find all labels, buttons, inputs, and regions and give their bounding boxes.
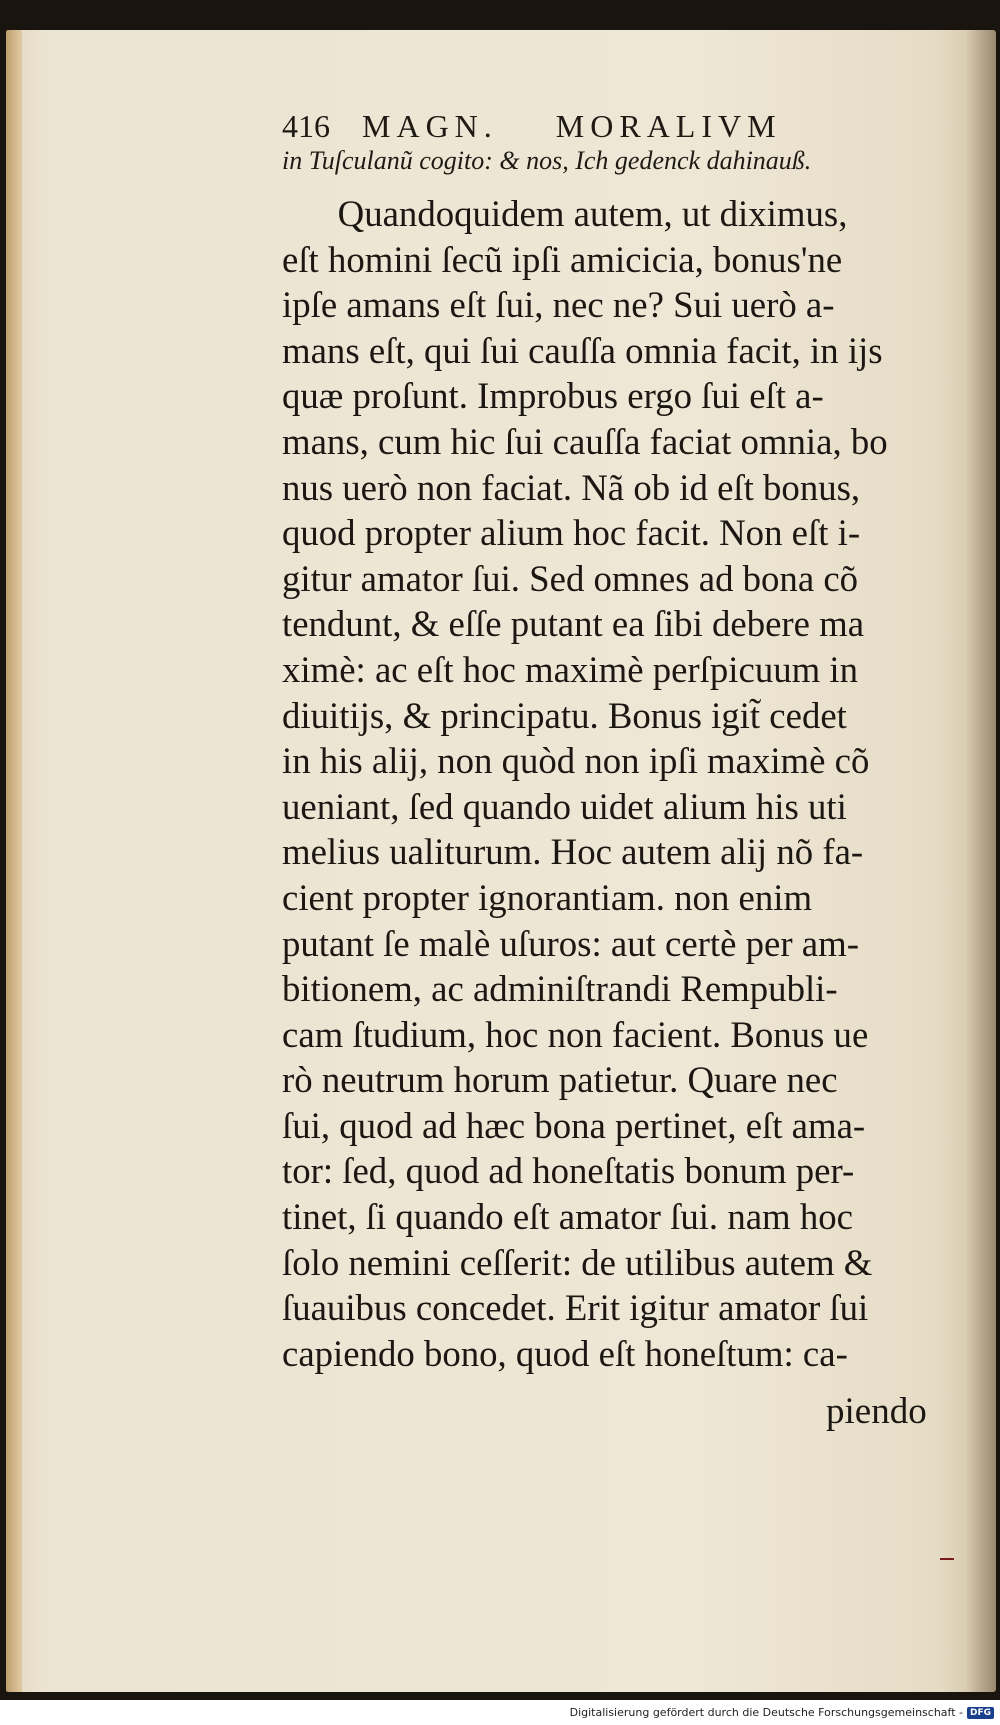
text-line: melius ualiturum. Hoc autem alij nõ fa- — [282, 832, 864, 874]
text-line: ximè: ac eſt hoc maximè perſpicuum in — [282, 649, 859, 691]
text-line: diuitijs, & principatu. Bonus igit̃ cedet — [282, 695, 847, 737]
text-line: capiendo bono, quod eſt honeſtum: ca- — [282, 1333, 848, 1375]
margin-mark — [940, 1558, 954, 1560]
digitization-footer — [570, 1706, 994, 1719]
text-line: gitur amator ſui. Sed omnes ad bona cõ — [282, 558, 859, 600]
text-line: putant ſe malè uſuros: aut certè per am- — [282, 923, 859, 965]
body-text — [282, 192, 962, 1377]
footer-credit-text: Digitalisierung gefördert durch die Deutsche Forschungsgemeinschaft - — [569, 1706, 963, 1719]
text-line: quæ proſunt. Improbus ergo ſui eſt a- — [282, 376, 824, 418]
text-line: mans, cum hic ſui cauſſa faciat omnia, bo — [282, 421, 888, 463]
text-line: tor: ſed, quod ad honeſtatis bonum per- — [282, 1151, 855, 1193]
page-gutter-edge — [6, 30, 22, 1692]
text-line: ipſe amans eſt ſui, nec ne? Sui uerò a- — [282, 285, 835, 327]
text-line: ſui, quod ad hæc bona pertinet, eſt ama- — [282, 1105, 866, 1147]
text-line: ueniant, ſed quando uidet alium his uti — [282, 786, 847, 828]
text-line: bitionem, ac adminiſtrandi Rempubli- — [282, 969, 838, 1011]
page-outer-edge — [966, 30, 996, 1692]
text-line: cient propter ignorantiam. non enim — [282, 877, 813, 919]
text-line: ſolo nemini ceſſerit: de utilibus autem & — [282, 1242, 873, 1284]
text-line: cam ſtudium, hoc non facient. Bonus ue — [282, 1014, 869, 1056]
text-line: eſt homini ſecũ ipſi amicicia, bonus'ne — [282, 239, 843, 281]
text-line: rò neutrum horum patietur. Quare nec — [282, 1060, 838, 1102]
header-title-right: MORALIVM — [555, 108, 782, 144]
text-line: tinet, ſi quando eſt amator ſui. nam hoc — [282, 1197, 853, 1239]
text-line: tendunt, & eſſe putant ea ſibi debere ma — [282, 604, 865, 646]
page-number: 416 — [282, 108, 330, 144]
text-line: quod propter alium hoc facit. Non eſt i- — [282, 513, 861, 555]
header-title-left: MAGN. — [362, 108, 498, 144]
text-line: Quandoquidem autem, ut diximus, — [337, 194, 848, 235]
marginal-gloss-line: in Tuſculanũ cogito: & nos, Ich gedenck dahinauß. — [282, 146, 812, 175]
text-line: in his alij, non quòd non ipſi maximè cõ — [282, 741, 870, 783]
text-line: mans eſt, qui ſui cauſſa omnia facit, in ijs — [282, 330, 883, 372]
text-line: ſuauibus concedet. Erit igitur amator ſui — [282, 1288, 869, 1330]
catchword: piendo — [826, 1391, 927, 1432]
text-line: nus uerò non faciat. Nã ob id eſt bonus, — [282, 467, 861, 509]
running-header — [282, 108, 782, 145]
dfg-logo-icon: DFG — [967, 1707, 994, 1719]
